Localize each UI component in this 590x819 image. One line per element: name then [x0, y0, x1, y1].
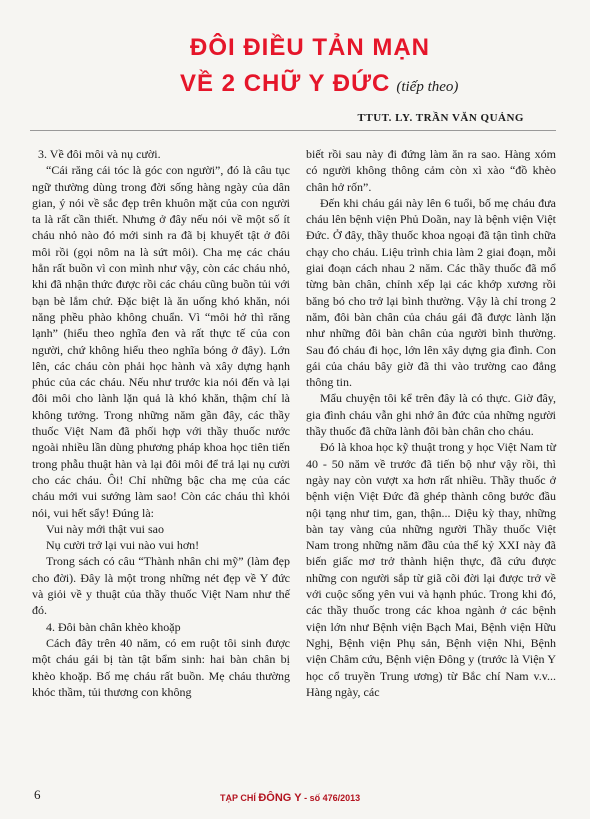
paragraph: Đến khi cháu gái này lên 6 tuổi, bố mẹ cháu đưa cháu lên bệnh viện Phủ Doãn, nay là bệnh viện Việt Đức. Ở đây, thầy thuốc khoa ngoại đã tận tình chữa chạy cho cháu. Liệu trình chia làm 2 giai đoạn, mỗi giai đoạn cách nhau 2 năm. Các thầy thuốc đã mổ từng bàn chân, chỉnh xếp lại các khớp xương rồi băng bó cho trở lại bình thường. Vậy là chỉ trong 2 năm, đôi bàn chân của cháu gái đã được lành lặn như những đôi bàn chân của người bình thường. Sau đó cháu đi học, lớn lên xây dựng gia đình. Con gái của cháu bây giờ đã thi vào trường cao đẳng thông tin. — [306, 195, 556, 390]
title-line-2 — [180, 70, 480, 98]
paragraph: Trong sách có câu “Thành nhân chi mỹ” (làm đẹp cho đời). Đây là một trong những nét đẹp về Y đức và giỏi về y thuật của thầy thuốc Việt Nam như thế đó. — [32, 554, 290, 618]
subtitle: (tiếp theo) — [396, 79, 459, 95]
verse-line: Nụ cười trở lại vui nào vui hơn! — [46, 538, 200, 553]
journal-prefix: TẠP CHÍ — [220, 793, 256, 803]
article-title-block — [120, 34, 480, 98]
right-column — [306, 146, 556, 700]
author-byline: TTUT. LY. TRẦN VĂN QUẢNG — [357, 112, 524, 124]
title-line-1: ĐÔI ĐIỀU TẢN MẠN — [190, 34, 430, 61]
section-heading-3: 3. Về đôi môi và nụ cười. — [38, 147, 161, 161]
paragraph: Mẩu chuyện tôi kể trên đây là có thực. Giờ đây, gia đình cháu vẫn ghi nhớ ân đức của những người thầy thuốc đã chữa lành đôi bàn chân cho cháu. — [306, 391, 556, 439]
title-line-2-text: VỀ 2 CHỮ Y ĐỨC — [180, 70, 391, 97]
journal-issue: - số 476/2013 — [304, 793, 361, 803]
page-footer — [0, 773, 590, 819]
paragraph: Đó là khoa học kỹ thuật trong y học Việt Nam từ 40 - 50 năm về trước đã tiến bộ như vậy rồi, thì ngày nay còn vượt xa hơn rất nhiều. Thầy thuốc ở bệnh viện Việt Đức đã ghép thành công bước đầu nội tạng như tim, gan, thận... Diệu kỳ thay, những bàn tay vàng của những người Thầy thuốc Việt Nam trong những năm đầu của thế kỷ XXI này đã biến giấc mơ trở thành hiện thực, đã cứu được những con người sắp từ giã cõi đời lại được trở về với cuộc sống yên vui và hạnh phúc. Trong khi đó, các thầy thuốc trong các khoa ngành ở các bệnh viện lớn như Bệnh viện Bạch Mai, Bệnh viện Hữu Nghị, Bệnh viện Phụ sản, Bệnh viện Nhi, Bệnh viện Châm cứu, Bệnh viện Đông y (trước là Viện Y học cổ truyền Trung ương) từ Bắc chí Nam v.v... Hàng ngày, các — [306, 440, 556, 699]
verse-line: Vui này mới thật vui sao — [46, 521, 164, 536]
page-number: 6 — [34, 787, 41, 802]
left-column — [32, 146, 290, 700]
paragraph: Cách đây trên 40 năm, có em ruột tôi sinh được một cháu gái bị tàn tật bẩm sinh: hai bàn chân bị khèo khoặp. Bố mẹ cháu rất buồn. Mẹ cháu thường khóc thầm, tủi thương con không — [32, 635, 290, 699]
journal-title: ĐÔNG Y — [258, 792, 302, 804]
journal-name — [220, 792, 360, 804]
paragraph: biết rồi sau này đi đứng làm ăn ra sao. Hàng xóm có người không thông cảm còn xì xào “đồ khèo chân hở rốn”. — [306, 147, 556, 194]
paragraph: “Cái răng cái tóc là góc con người”, đó là câu tục ngữ thường dùng trong đời sống hàng ngày của dân gian, ý nói về sắc đẹp trên khuôn mặt của con người ta là rất cần thiết. Nhưng ở đây nếu nói về một số ít cháu nhỏ nào đó mới sinh ra đã bị khuyết tật ở đôi môi rồi (gọi nôm na là sứt môi). Cha mẹ các cháu hẳn rất buồn vì con mình như vậy, còn các cháu nhỏ, khi đã nhận thức được rồi các cháu cũng buồn tủi với bạn bè lắm chứ. Đặc biệt là ăn uống khó khăn, nói năng phều phào không chuẩn. Vì “môi hở thì răng lạnh” (hiểu theo nghĩa đen và rất thực tế của con người, chứ không hiểu theo nghĩa bóng ở đây). Lớn lên, các cháu còn phải học hành và xây dựng hạnh phúc của các cháu. Nếu như trước kia nói đến và lại đôi môi cho lành lặn quả là khó khăn, thậm chí là không tưởng. Trong những năm gần đây, các thầy thuốc Việt Nam đã phối hợp với thầy thuốc nước ngoài nhiều lần dùng phương pháp khoa học tiên tiến trong phẫu thuật hàn và lại đôi môi để trả lại nụ cười cho các cháu. Ôi! Chỉ những bậc cha mẹ của các cháu mới vui sướng làm sao! Còn các cháu thì khỏi nói, vui hết sẩy! Đúng là: — [32, 163, 290, 520]
section-heading-4: 4. Đôi bàn chân khèo khoặp — [46, 619, 181, 634]
header-divider — [30, 130, 556, 131]
